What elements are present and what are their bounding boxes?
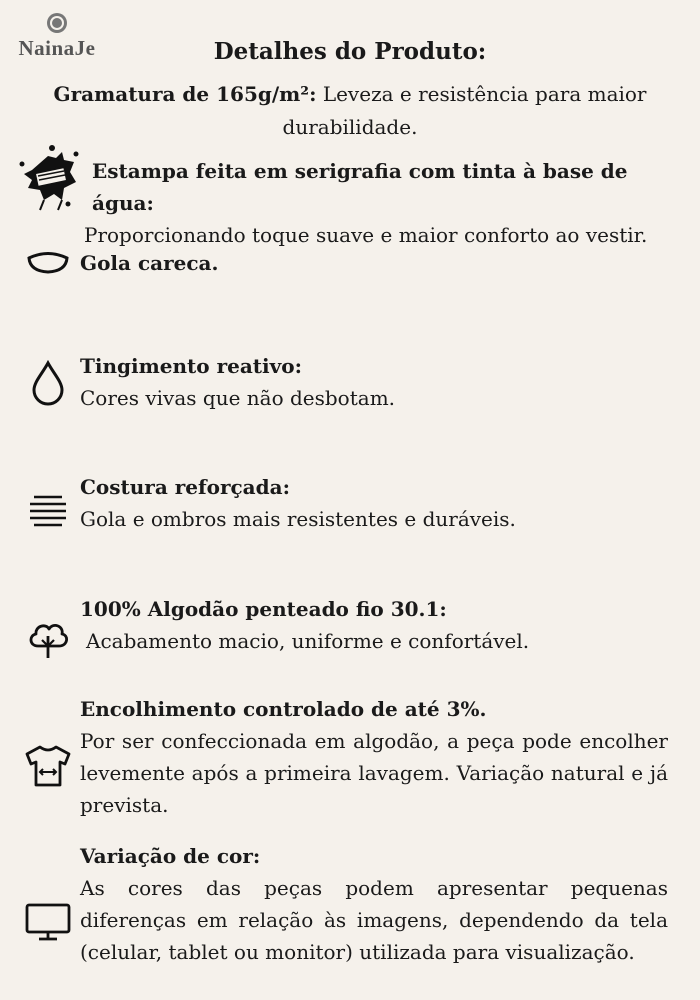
stitch-lines-icon — [28, 494, 68, 528]
intro-text: Leveza e resistência para maior durabilidade. — [282, 82, 647, 139]
water-drop-icon — [30, 360, 66, 406]
section-body: As cores das peças podem apresentar pequenas diferenças em relação às imagens, dependendo da tela (celular, tablet ou monitor) utilizada para visualização. — [80, 876, 668, 964]
section-heading: Tingimento reativo: — [80, 354, 302, 378]
section-heading: Variação de cor: — [80, 844, 261, 868]
ink-splash-print-icon — [18, 142, 82, 212]
section-heading: Gola careca. — [80, 251, 219, 275]
section-variacao-cor — [80, 840, 668, 968]
section-tingimento — [80, 350, 668, 414]
intro-paragraph — [40, 78, 660, 144]
round-collar-icon — [26, 248, 70, 274]
target-circle-icon — [46, 12, 68, 34]
brand-name: NainaJe — [18, 36, 96, 60]
monitor-icon — [24, 902, 72, 942]
section-body: Cores vivas que não desbotam. — [80, 386, 396, 410]
section-heading: Costura reforçada: — [80, 475, 290, 499]
section-body: Gola e ombros mais resistentes e duráveis. — [80, 507, 516, 531]
section-algodao — [80, 593, 668, 657]
section-estampa — [84, 155, 672, 251]
section-body: Acabamento macio, uniforme e confortável. — [86, 629, 530, 653]
section-heading: Estampa feita em serigrafia com tinta à base de água: — [92, 159, 628, 215]
section-costura — [80, 471, 668, 535]
section-encolhimento — [80, 693, 668, 821]
page-title: Detalhes do Produto: — [213, 38, 487, 65]
tshirt-shrink-icon — [24, 744, 72, 788]
section-heading: 100% Algodão penteado fio 30.1: — [80, 597, 447, 621]
intro-label: Gramatura de 165g/m²: — [53, 82, 317, 106]
section-body: Proporcionando toque suave e maior conforto ao vestir. — [84, 223, 648, 247]
section-gola — [80, 247, 668, 279]
section-body: Por ser confeccionada em algodão, a peça pode encolher levemente após a primeira lavagem. Variação natural e já prevista. — [80, 729, 668, 817]
cotton-plant-icon — [26, 618, 70, 660]
section-heading: Encolhimento controlado de até 3%. — [80, 697, 487, 721]
